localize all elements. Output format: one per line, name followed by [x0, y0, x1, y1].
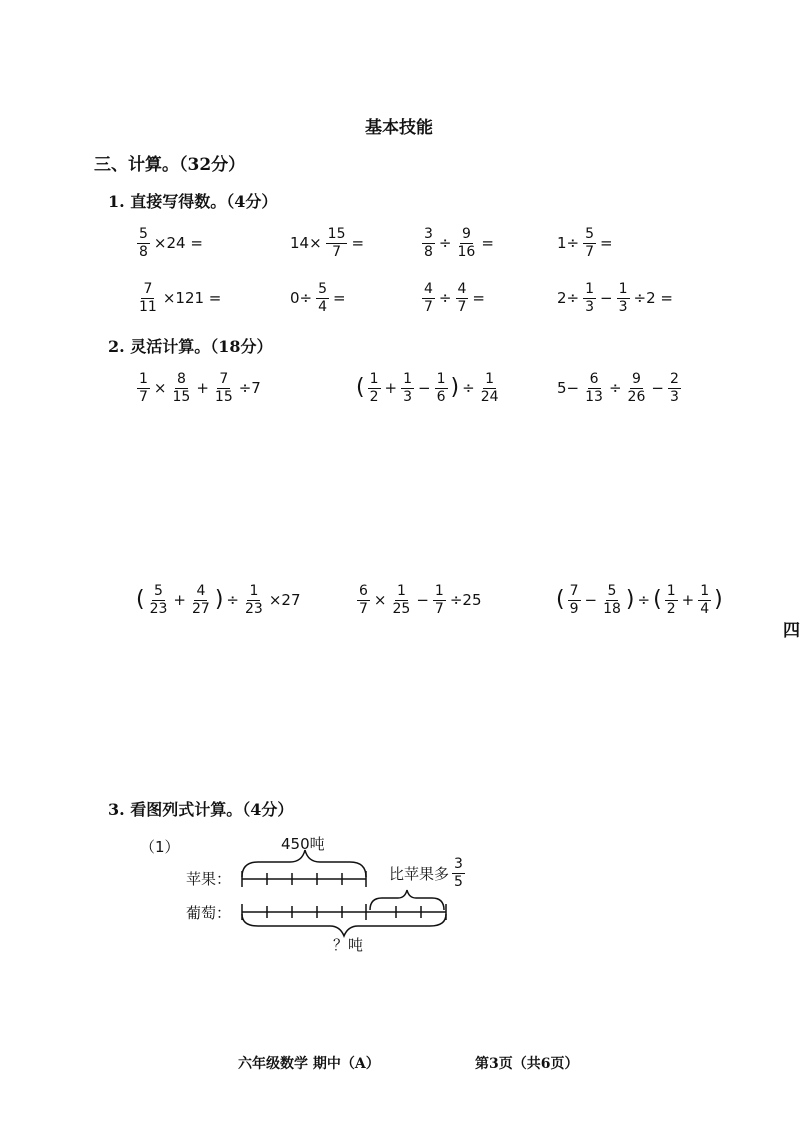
fraction-numerator: 9 — [631, 371, 641, 387]
operator: − — [651, 379, 664, 398]
fraction-denominator: 3 — [618, 298, 628, 315]
operator: 14× — [290, 234, 322, 253]
fraction-denominator: 26 — [627, 388, 646, 405]
fraction-numerator: 1 — [403, 371, 413, 387]
parenthesis: ( — [653, 587, 662, 613]
bottom-brace-label: ？吨 — [333, 936, 364, 954]
operator: ÷2 = — [633, 289, 673, 308]
extra-brace — [370, 890, 444, 910]
fraction-denominator: 16 — [457, 243, 476, 260]
grape-label: 葡萄： — [186, 904, 232, 922]
operator: ÷ — [637, 591, 651, 610]
operator: 1÷ — [557, 234, 580, 253]
apple-label: 苹果： — [186, 870, 232, 888]
parenthesis: ( — [356, 375, 365, 401]
fraction-numerator: 8 — [176, 371, 186, 387]
operator: ÷ — [462, 379, 475, 398]
fraction-numerator: 2 — [669, 371, 679, 387]
operator: − — [600, 289, 613, 308]
operator: 2÷ — [557, 289, 580, 308]
q3-heading: 3. 看图列式计算。（4分） — [108, 800, 294, 819]
fraction-denominator: 3 — [403, 388, 413, 405]
fraction-denominator: 7 — [457, 298, 467, 315]
fraction-denominator: 18 — [603, 600, 621, 617]
operator: ÷ — [608, 379, 622, 398]
parenthesis: ( — [556, 587, 565, 613]
operator: × — [153, 379, 167, 398]
fraction-numerator: 4 — [424, 281, 433, 297]
edge-character: 四 — [783, 621, 800, 641]
fraction-denominator: 15 — [214, 388, 233, 405]
fraction-numerator: 7 — [219, 371, 229, 387]
operator: − — [584, 591, 598, 610]
fraction-numerator: 7 — [143, 281, 153, 297]
fraction-numerator: 5 — [139, 226, 148, 242]
operator: ×121 = — [162, 289, 222, 308]
fraction-numerator: 7 — [569, 583, 579, 599]
fraction-denominator: 7 — [332, 243, 342, 260]
more-fraction-denominator: 5 — [454, 873, 463, 890]
fraction-denominator: 7 — [359, 600, 368, 617]
operator: 5− — [557, 379, 580, 398]
fraction-denominator: 4 — [700, 600, 710, 617]
fraction-denominator: 8 — [139, 243, 148, 260]
fraction-denominator: 4 — [318, 298, 328, 315]
fraction-denominator: 27 — [192, 600, 210, 617]
top-brace-label: 450吨 — [281, 835, 325, 853]
operator: − — [418, 379, 431, 398]
fraction-denominator: 13 — [585, 388, 603, 405]
operator: 0÷ — [290, 289, 313, 308]
operator: + — [384, 379, 398, 398]
fraction-denominator: 8 — [424, 243, 433, 260]
fraction-denominator: 25 — [392, 600, 411, 617]
fraction-denominator: 7 — [585, 243, 595, 260]
parenthesis: ) — [714, 587, 723, 613]
fraction-denominator: 23 — [245, 600, 263, 617]
fraction-denominator: 7 — [139, 388, 148, 405]
fraction-denominator: 15 — [172, 388, 191, 405]
fraction-denominator: 24 — [480, 388, 499, 405]
operator: = — [351, 234, 365, 253]
section-heading: 三、计算。（32分） — [94, 155, 246, 175]
more-fraction-numerator: 3 — [454, 856, 463, 872]
fraction-denominator: 9 — [569, 600, 579, 617]
fraction-numerator: 5 — [585, 226, 595, 242]
operator: × — [373, 591, 387, 610]
fraction-denominator: 23 — [149, 600, 168, 617]
parenthesis: ) — [450, 375, 460, 401]
operator: + — [196, 379, 209, 398]
parenthesis: ) — [625, 587, 635, 613]
fraction-numerator: 1 — [700, 583, 710, 599]
footer-exam-info: 六年级数学 期中（A） — [238, 1056, 380, 1072]
fraction-denominator: 11 — [139, 298, 157, 315]
fraction-numerator: 5 — [318, 281, 328, 297]
q2-heading: 2. 灵活计算。（18分） — [108, 337, 273, 356]
fraction-numerator: 6 — [359, 583, 368, 599]
fraction-numerator: 1 — [249, 583, 259, 599]
fraction-denominator: 3 — [669, 388, 679, 405]
fraction-denominator: 6 — [436, 388, 446, 405]
page-title: 基本技能 — [365, 118, 433, 138]
fraction-denominator: 7 — [424, 298, 433, 315]
fraction-denominator: 3 — [585, 298, 595, 315]
fraction-numerator: 1 — [585, 281, 595, 297]
fraction-numerator: 1 — [434, 583, 444, 599]
fraction-numerator: 1 — [436, 371, 446, 387]
fraction-numerator: 1 — [666, 583, 676, 599]
q3-sub1-label: （1） — [140, 838, 180, 856]
operator: = — [472, 289, 485, 308]
q1-heading: 1. 直接写得数。（4分） — [108, 192, 278, 211]
operator: − — [416, 591, 429, 610]
fraction-numerator: 1 — [396, 583, 406, 599]
top-brace — [242, 850, 366, 877]
fraction-numerator: 6 — [589, 371, 599, 387]
fraction-numerator: 1 — [369, 371, 379, 387]
parenthesis: ( — [136, 587, 145, 613]
operator: + — [173, 591, 186, 610]
operator: ÷ — [438, 234, 452, 253]
parenthesis: ) — [214, 587, 224, 613]
fraction-numerator: 15 — [327, 226, 346, 242]
operator: ÷7 — [238, 379, 261, 398]
footer-page-number: 第3页（共6页） — [475, 1056, 579, 1072]
more-text: 比苹果多 — [389, 864, 450, 883]
operator: ×24 = — [153, 234, 203, 253]
operator: = — [481, 234, 494, 253]
fraction-numerator: 1 — [485, 371, 495, 387]
fraction-denominator: 7 — [434, 600, 444, 617]
operator: ÷ — [226, 591, 239, 610]
operator: ÷25 — [449, 591, 482, 610]
fraction-numerator: 3 — [424, 226, 433, 242]
fraction-numerator: 5 — [154, 583, 163, 599]
operator: ÷ — [438, 289, 452, 308]
operator: = — [333, 289, 346, 308]
fraction-denominator: 2 — [369, 388, 379, 405]
fraction-numerator: 5 — [607, 583, 617, 599]
operator: ×27 — [268, 591, 301, 610]
bottom-brace — [242, 914, 446, 936]
fraction-denominator: 2 — [666, 600, 676, 617]
fraction-numerator: 1 — [618, 281, 628, 297]
operator: + — [681, 591, 695, 610]
fraction-numerator: 4 — [457, 281, 467, 297]
operator: = — [600, 234, 613, 253]
fraction-numerator: 9 — [461, 226, 471, 242]
fraction-numerator: 1 — [139, 371, 148, 387]
fraction-numerator: 4 — [196, 583, 206, 599]
